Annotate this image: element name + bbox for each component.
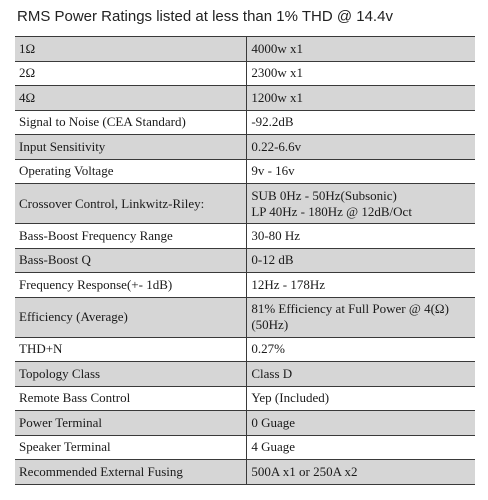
spec-value-line: LP 40Hz - 180Hz @ 12dB/Oct — [251, 203, 412, 219]
spec-label: Topology Class — [15, 362, 247, 387]
spec-value: Yep (Included) — [247, 386, 475, 411]
spec-label: Frequency Response(+- 1dB) — [15, 273, 247, 298]
spec-value-line: (50Hz) — [251, 317, 289, 332]
table-row — [15, 86, 475, 111]
spec-label: Speaker Terminal — [15, 435, 247, 460]
spec-value: 4000w x1 — [247, 37, 475, 62]
spec-value: 2300w x1 — [247, 61, 475, 86]
table-row — [15, 184, 475, 224]
spec-label: Bass-Boost Frequency Range — [15, 224, 247, 249]
spec-value: 500A x1 or 250A x2 — [247, 460, 475, 485]
spec-value: 4 Guage — [247, 435, 475, 460]
table-row — [15, 110, 475, 135]
table-row — [15, 297, 475, 337]
spec-label: Bass-Boost Q — [15, 248, 247, 273]
spec-value-line: 81% Efficiency at Full Power @ 4(Ω) — [251, 301, 449, 316]
table-row — [15, 135, 475, 160]
spec-value — [247, 297, 475, 337]
spec-label: Input Sensitivity — [15, 135, 247, 160]
table-row — [15, 159, 475, 184]
spec-label: Crossover Control, Linkwitz-Riley: — [15, 184, 247, 224]
table-row — [15, 411, 475, 436]
spec-label: Remote Bass Control — [15, 386, 247, 411]
spec-label: Power Terminal — [15, 411, 247, 436]
specs-table — [15, 36, 475, 485]
spec-label: THD+N — [15, 337, 247, 362]
spec-label: 2Ω — [15, 61, 247, 86]
spec-value: 30-80 Hz — [247, 224, 475, 249]
table-row — [15, 61, 475, 86]
spec-value: 0.22-6.6v — [247, 135, 475, 160]
spec-value: -92.2dB — [247, 110, 475, 135]
spec-value: 0-12 dB — [247, 248, 475, 273]
table-row — [15, 337, 475, 362]
spec-value — [247, 184, 475, 224]
table-row — [15, 273, 475, 298]
spec-value: 0 Guage — [247, 411, 475, 436]
table-row — [15, 386, 475, 411]
spec-label: Signal to Noise (CEA Standard) — [15, 110, 247, 135]
spec-label: Efficiency (Average) — [15, 297, 247, 337]
table-row — [15, 248, 475, 273]
spec-value: 1200w x1 — [247, 86, 475, 111]
spec-label: Operating Voltage — [15, 159, 247, 184]
spec-value-line: SUB 0Hz - 50Hz(Subsonic) — [251, 187, 397, 203]
table-row — [15, 37, 475, 62]
spec-value: 9v - 16v — [247, 159, 475, 184]
table-row — [15, 460, 475, 485]
table-row — [15, 435, 475, 460]
spec-value: 12Hz - 178Hz — [247, 273, 475, 298]
spec-label: 4Ω — [15, 86, 247, 111]
spec-label: Recommended External Fusing — [15, 460, 247, 485]
table-row — [15, 362, 475, 387]
page-title: RMS Power Ratings listed at less than 1% THD @ 14.4v — [17, 8, 393, 25]
table-row — [15, 224, 475, 249]
spec-value: 0.27% — [247, 337, 475, 362]
spec-value: Class D — [247, 362, 475, 387]
spec-label: 1Ω — [15, 37, 247, 62]
